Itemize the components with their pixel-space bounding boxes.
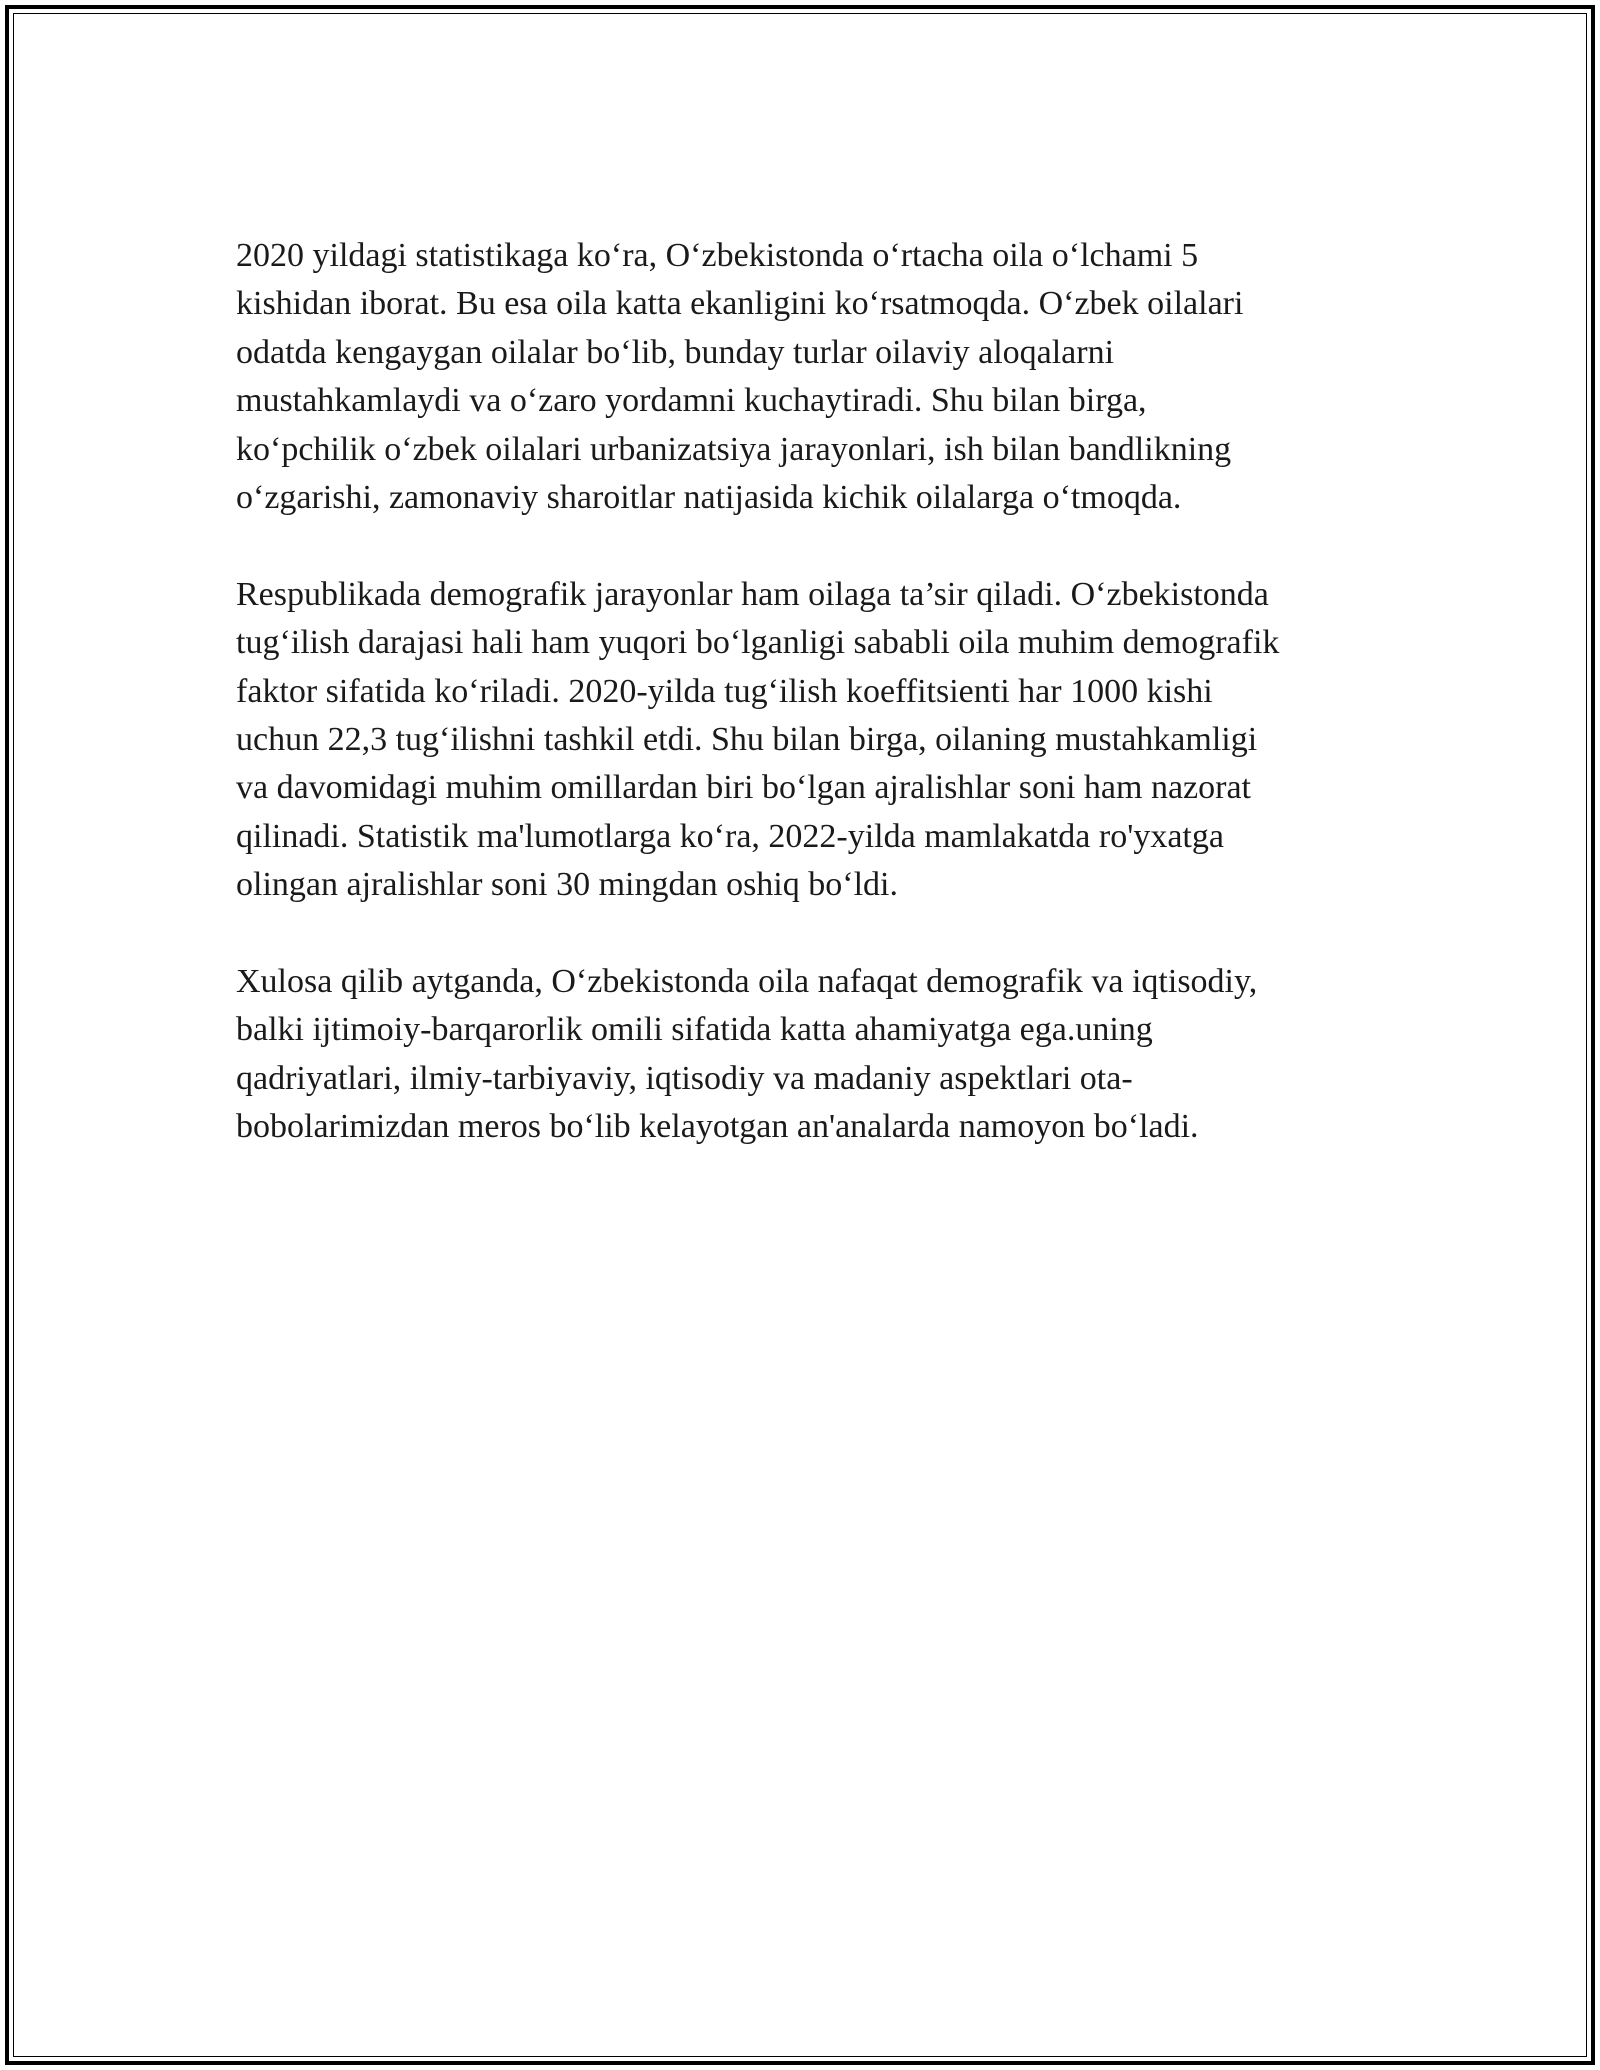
paragraph-family-size: 2020 yildagi statistikaga ko‘ra, O‘zbekistonda o‘rtacha oila o‘lchami 5 kishidan iborat. Bu esa oila katta ekanligini ko‘rsatmoqda. O‘zbek oilalari odatda kengaygan oilalar bo‘lib, bunday turlar oilaviy aloqalarni mustahkamlaydi va o‘zaro yordamni kuchaytiradi. Shu bilan birga, ko‘pchilik o‘zbek oilalari urbanizatsiya jarayonlari, ish bilan bandlikning o‘zgarishi, zamonaviy sharoitlar natijasida kichik oilalarga o‘tmoqda. (236, 237, 1244, 517)
document-body (236, 232, 1366, 1200)
paragraph-conclusion: Xulosa qilib aytganda, O‘zbekistonda oila nafaqat demografik va iqtisodiy, balki ijtimoiy-barqarorlik omili sifatida katta ahamiyatga ega.uning qadriyatlari, ilmiy-tarbiyaviy, iqtisodiy va madaniy aspektlari ota- bobolarimizdan meros bo‘lib kelayotgan an'analarda namoyon bo‘ladi. (236, 963, 1258, 1146)
paragraph-demographics: Respublikada demografik jarayonlar ham oilaga ta’sir qiladi. O‘zbekistonda tug‘ilish darajasi hali ham yuqori bo‘lganligi sababli oila muhim demografik faktor sifatida ko‘riladi. 2020-yilda tug‘ilish koeffitsienti har 1000 kishi uchun 22,3 tug‘ilishni tashkil etdi. Shu bilan birga, oilaning mustahkamligi va davomidagi muhim omillardan biri bo‘lgan ajralishlar soni ham nazorat qilinadi. Statistik ma'lumotlarga ko‘ra, 2022-yilda mamlakatda ro'yxatga olingan ajralishlar soni 30 mingdan oshiq bo‘ldi. (236, 575, 1280, 904)
